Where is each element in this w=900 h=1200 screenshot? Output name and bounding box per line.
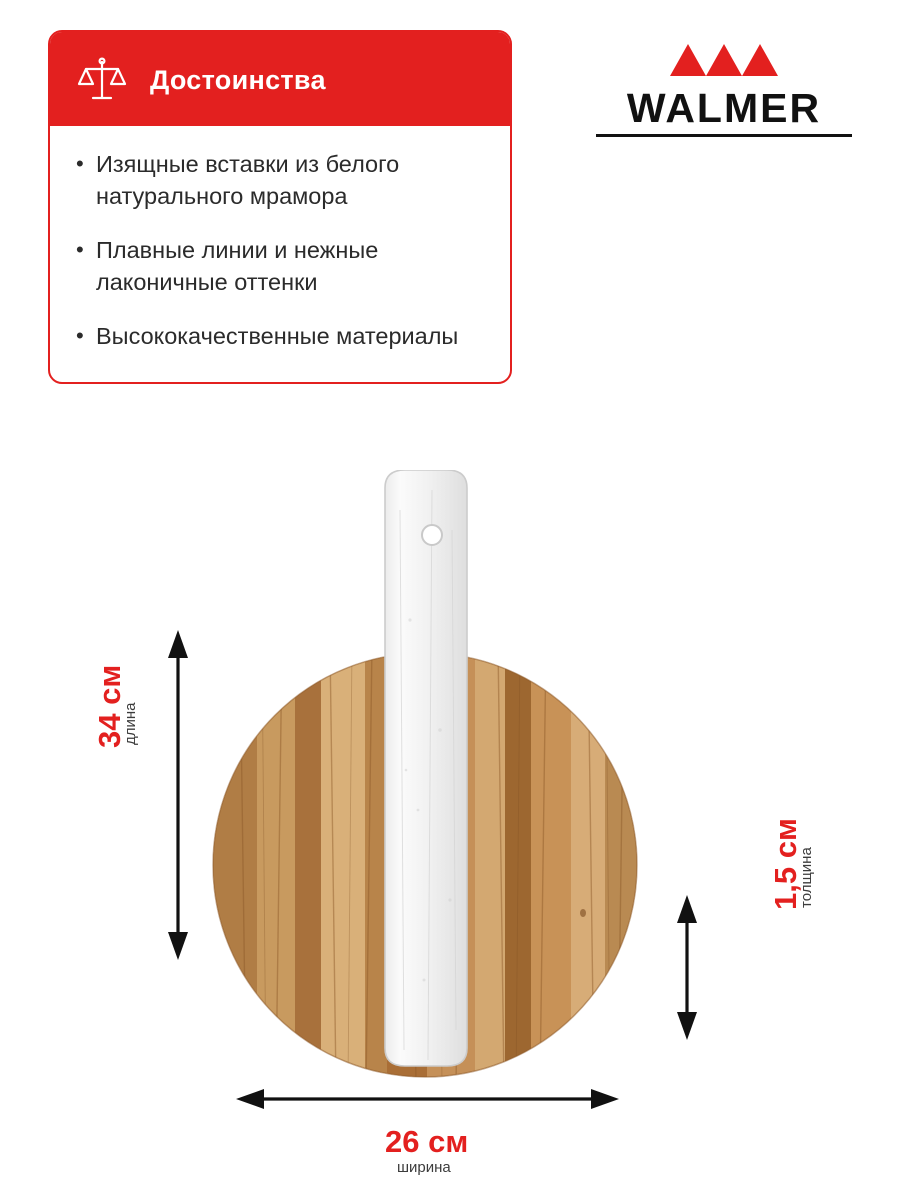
length-caption: длина (122, 702, 139, 745)
length-value: 34 см (92, 664, 127, 748)
brand-underline (596, 134, 852, 137)
cutting-board-graphic (0, 470, 900, 1200)
brand-logo (596, 36, 852, 137)
bullet-icon: • (76, 323, 84, 348)
scales-icon (76, 54, 128, 106)
thickness-caption: толщина (798, 847, 815, 908)
list-item (76, 320, 484, 352)
width-dimension-arrow (236, 1089, 619, 1109)
bullet-icon: • (76, 237, 84, 262)
list-item (76, 234, 484, 298)
width-value: 26 см (385, 1124, 469, 1159)
thickness-dimension-arrow (677, 895, 697, 1040)
list-item (76, 148, 484, 212)
advantages-card (48, 30, 512, 384)
advantages-header (50, 32, 510, 126)
bullet-icon: • (76, 151, 84, 176)
length-dimension-arrow (168, 630, 188, 960)
width-caption: ширина (397, 1159, 451, 1176)
advantage-text: Изящные вставки из белого натурального мрамора (96, 151, 400, 209)
product-illustration (0, 470, 900, 1200)
advantage-text: Высококачественные материалы (96, 323, 459, 349)
brand-name: WALMER (626, 85, 822, 131)
thickness-value: 1,5 см (768, 818, 803, 910)
three-triangles-icon (596, 36, 852, 81)
advantages-title: Достоинства (150, 64, 326, 95)
advantage-text: Плавные линии и нежные лаконичные оттенки (96, 237, 379, 295)
advantages-list (50, 126, 510, 382)
